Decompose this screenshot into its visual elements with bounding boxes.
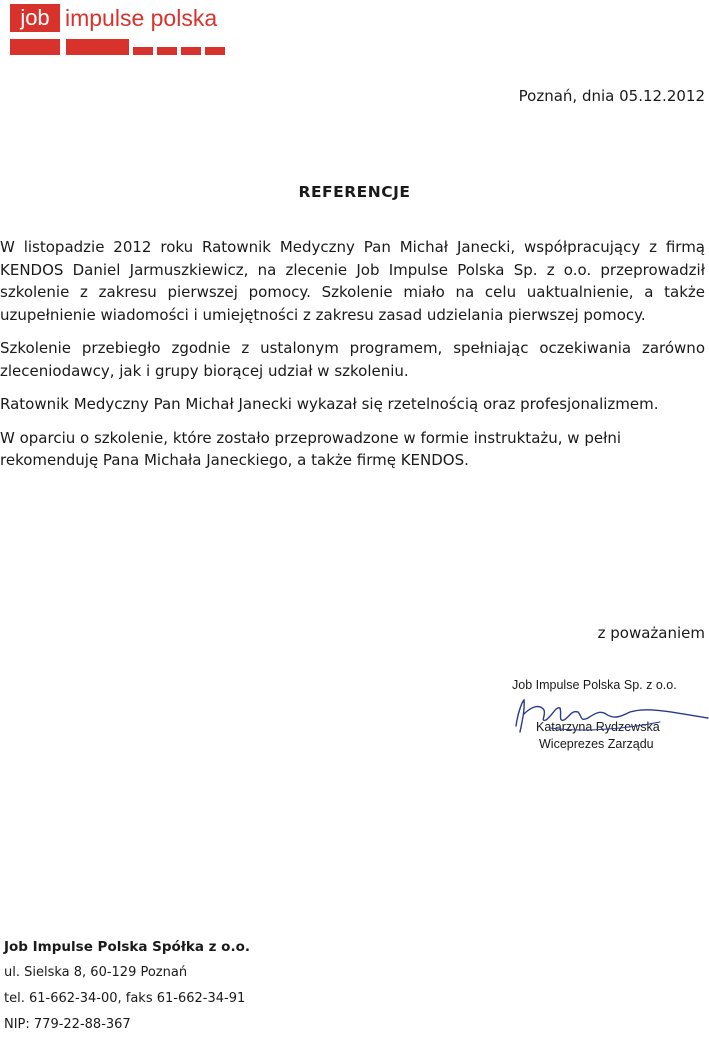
paragraph: W listopadzie 2012 roku Ratownik Medyczny Pan Michał Janecki, współpracujący z firmą KENDOS Daniel Jarmuszkiewicz, na zlecenie Job Impulse Polska Sp. z o.o. przeprowadził szkolenie z zakresu pierwszej pomocy. Szkolenie miało na celu uaktualnienie, a także uzupełnienie wiadomości i umiejętności z zakresu zasad udzielania pierwszej pomocy. (0, 238, 705, 324)
logo-bar (10, 39, 60, 55)
document-title: REFERENCJE (298, 183, 411, 201)
logo-bar (157, 47, 177, 55)
logo-box: job (10, 4, 60, 32)
stamp-name: Katarzyna Rydzewska (536, 720, 660, 734)
paragraph: Szkolenie przebiegło zgodnie z ustalonym programem, spełniając oczekiwania zarówno zleceniodawcy, jak i grupy biorącej udział w szkoleniu. (0, 339, 705, 380)
letter-date: Poznań, dnia 05.12.2012 (518, 87, 705, 105)
footer-phone: tel. 61-662-34-00, faks 61-662-34-91 (4, 991, 246, 1006)
logo-bars (10, 39, 225, 55)
letter-body (0, 236, 705, 483)
paragraph: Ratownik Medyczny Pan Michał Janecki wykazał się rzetelnością oraz profesjonalizmem. (0, 395, 659, 413)
logo-bar (181, 47, 201, 55)
footer-nip: NIP: 779-22-88-367 (4, 1017, 131, 1032)
stamp-role: Wiceprezes Zarządu (539, 737, 654, 751)
footer-company: Job Impulse Polska Spółka z o.o. (4, 939, 250, 955)
company-logo (10, 4, 230, 54)
stamp-company: Job Impulse Polska Sp. z o.o. (512, 678, 677, 692)
logo-bar (133, 47, 153, 55)
closing-phrase: z poważaniem (597, 624, 705, 642)
handwritten-signature (510, 692, 709, 740)
logo-bar (205, 47, 225, 55)
logo-text: impulse polska (65, 5, 218, 31)
paragraph: W oparciu o szkolenie, które zostało przeprowadzone w formie instruktażu, w pełni rekomenduję Pana Michała Janeckiego, a także firmę KENDOS. (0, 428, 622, 469)
footer (4, 934, 250, 1038)
footer-address: ul. Sielska 8, 60-129 Poznań (4, 965, 188, 980)
logo-bar (66, 39, 129, 55)
